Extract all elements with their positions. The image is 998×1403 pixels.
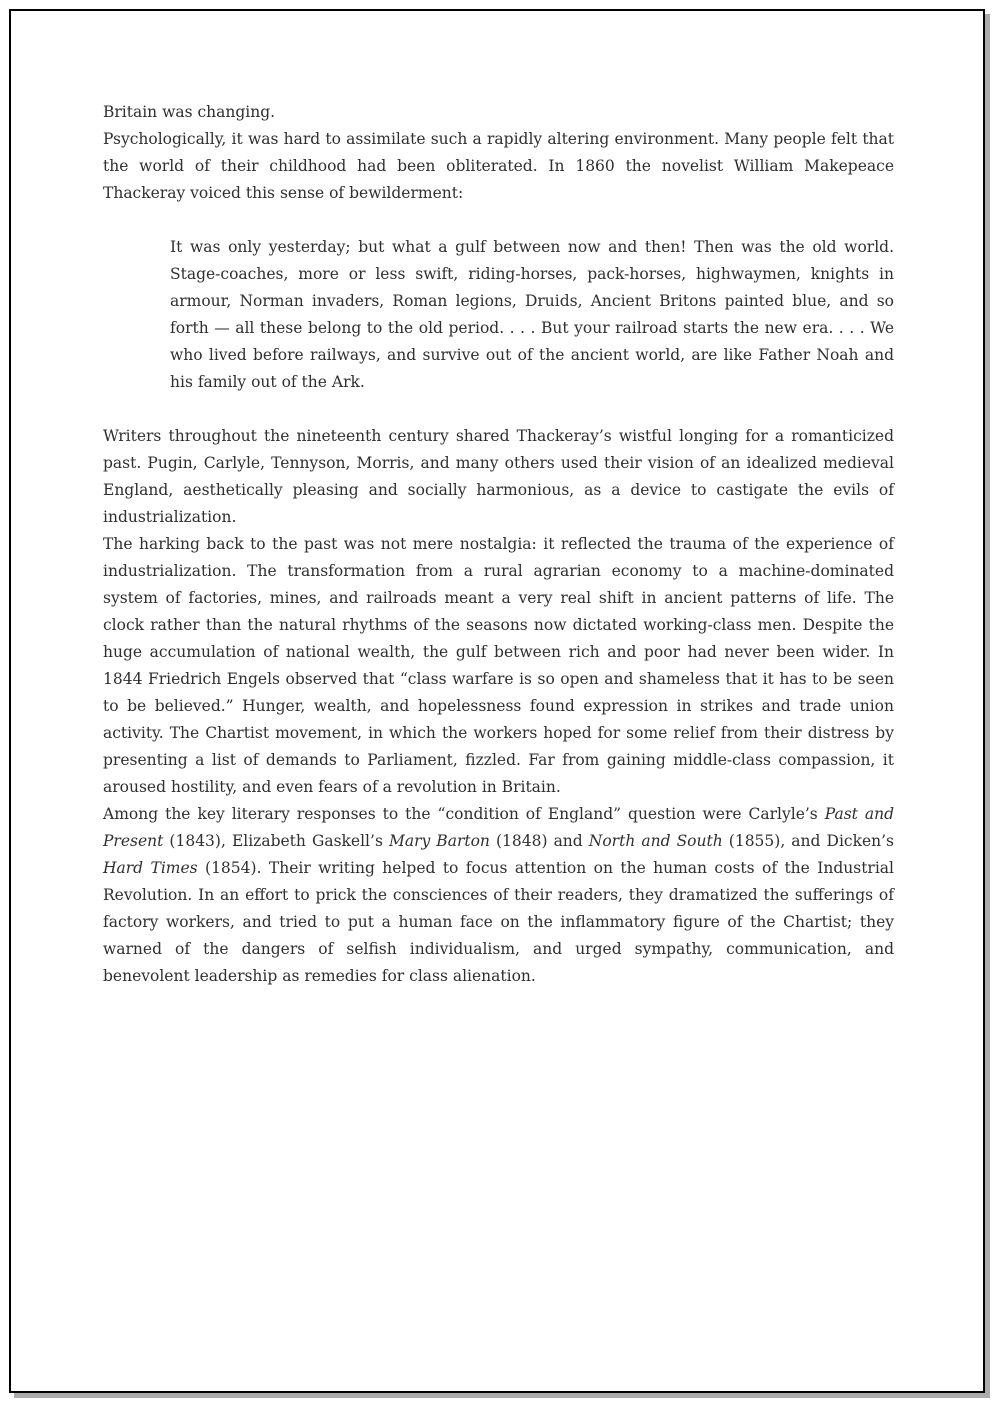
text-run: (1854). Their writing helped to focus attention on the human costs of the Industrial Revolution. In an effort to prick the consciences of their readers, they dramatized the sufferings of factory workers, and tried to put a human face on the inflammatory figure of the Chartist; they warned of the dangers of selfish individualism, and urged sympathy, communication, and benevolent leadership as remedies for class alienation. — [103, 859, 894, 985]
italic-text-run: Mary Barton — [388, 832, 490, 850]
paragraph — [103, 99, 894, 126]
paragraph — [103, 531, 894, 801]
document-page — [9, 9, 985, 1393]
italic-text-run: Past and Present — [103, 805, 894, 850]
page-content — [11, 11, 983, 990]
italic-text-run: North and South — [588, 832, 723, 850]
text-run: (1843), Elizabeth Gaskell’s — [163, 832, 389, 850]
paragraph — [103, 801, 894, 990]
paragraph — [103, 126, 894, 207]
text-run: Among the key literary responses to the “condition of England” question were Carlyle’s — [103, 805, 825, 823]
text-run: Writers throughout the nineteenth century shared Thackeray’s wistful longing for a romanticized past. Pugin, Carlyle, Tennyson, Morris, and many others used their vision of an idealized medieval England, aesthetically pleasing and socially harmonious, as a device to castigate the evils of industrialization. — [103, 427, 894, 526]
text-run: Psychologically, it was hard to assimilate such a rapidly altering environment. Many people felt that the world of their childhood had been obliterated. In 1860 the novelist William Makepeace Thackeray voiced this sense of bewilderment: — [103, 130, 894, 202]
text-run: It was only yesterday; but what a gulf between now and then! Then was the old world. Stage-coaches, more or less swift, riding-horses, pack-horses, highwaymen, knights in armour, Norman invaders, Roman legions, Druids, Ancient Britons painted blue, and so forth — all these belong to the old period. . . . But your railroad starts the new era. . . . We who lived before railways, and survive out of the ancient world, are like Father Noah and his family out of the Ark. — [170, 238, 894, 391]
text-run: Britain was changing. — [103, 103, 276, 121]
text-run: The harking back to the past was not mere nostalgia: it reflected the trauma of the experience of industrialization. The transformation from a rural agrarian economy to a machine-dominated system of factories, mines, and railroads meant a very real shift in ancient patterns of life. The clock rather than the natural rhythms of the seasons now dictated working-class men. Despite the huge accumulation of national wealth, the gulf between rich and poor had never been wider. In 1844 Friedrich Engels observed that “class warfare is so open and shameless that it has to be seen to be believed.” Hunger, wealth, and hopelessness found expression in strikes and trade union activity. The Chartist movement, in which the workers hoped for some relief from their distress by presenting a list of demands to Parliament, fizzled. Far from gaining middle-class compassion, it aroused hostility, and even fears of a revolution in Britain. — [103, 535, 894, 796]
text-run: (1848) and — [489, 832, 589, 850]
paragraph — [103, 423, 894, 531]
italic-text-run: Hard Times — [103, 859, 198, 877]
text-run: (1855), and Dicken’s — [722, 832, 895, 850]
blockquote — [170, 234, 894, 396]
